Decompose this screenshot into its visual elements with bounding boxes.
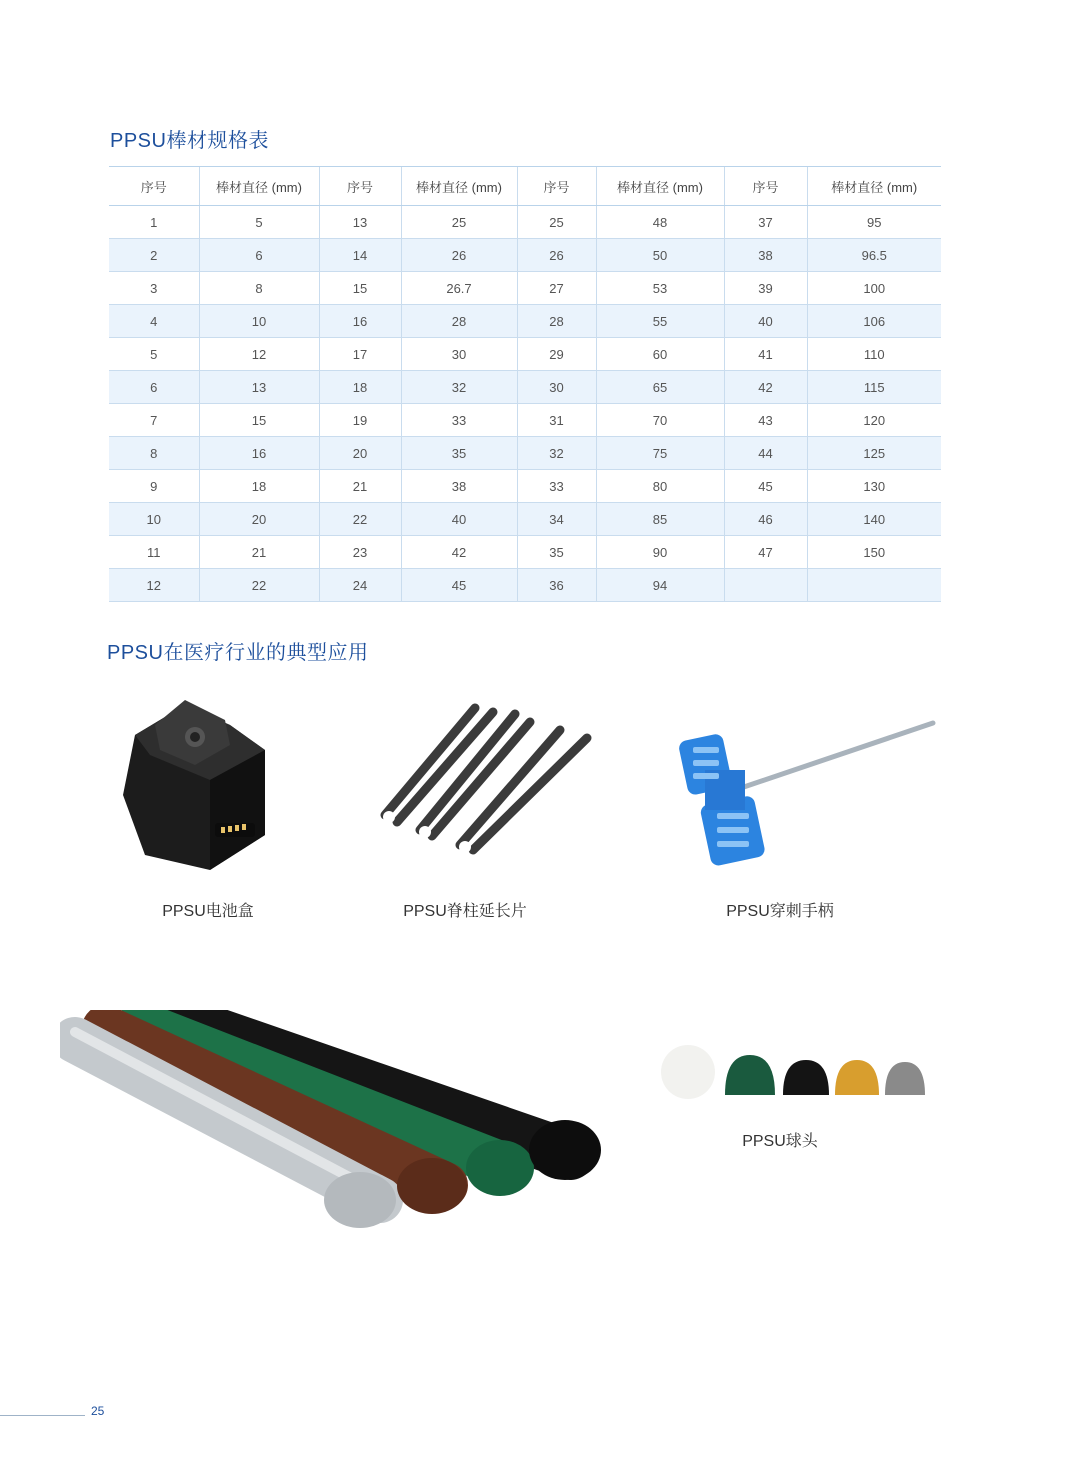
index-cell: 38 (724, 239, 807, 272)
ball-heads-image (655, 1040, 930, 1105)
page-number: 25 (91, 1404, 105, 1418)
index-cell: 17 (319, 338, 401, 371)
diameter-cell: 42 (401, 536, 517, 569)
table-row (109, 536, 941, 569)
diameter-cell: 26.7 (401, 272, 517, 305)
diameter-cell: 35 (401, 437, 517, 470)
diameter-cell: 5 (199, 206, 319, 239)
table-row (109, 404, 941, 437)
header-diameter-3: 棒材直径 (mm) (596, 167, 724, 206)
index-cell: 47 (724, 536, 807, 569)
diameter-cell: 130 (807, 470, 941, 503)
index-cell: 18 (319, 371, 401, 404)
index-cell: 5 (109, 338, 199, 371)
table-row (109, 371, 941, 404)
diameter-cell (807, 569, 941, 602)
index-cell: 42 (724, 371, 807, 404)
diameter-cell: 12 (199, 338, 319, 371)
index-cell: 27 (517, 272, 596, 305)
diameter-cell: 150 (807, 536, 941, 569)
diameter-cell: 65 (596, 371, 724, 404)
index-cell: 2 (109, 239, 199, 272)
index-cell: 34 (517, 503, 596, 536)
diameter-cell: 85 (596, 503, 724, 536)
index-cell: 7 (109, 404, 199, 437)
index-cell: 4 (109, 305, 199, 338)
diameter-cell: 25 (401, 206, 517, 239)
diameter-cell: 26 (401, 239, 517, 272)
index-cell: 22 (319, 503, 401, 536)
diameter-cell: 30 (401, 338, 517, 371)
diameter-cell: 16 (199, 437, 319, 470)
index-cell: 16 (319, 305, 401, 338)
index-cell: 13 (319, 206, 401, 239)
table-row (109, 206, 941, 239)
header-diameter-2: 棒材直径 (mm) (401, 167, 517, 206)
battery-box-caption: PPSU电池盒 (162, 903, 254, 920)
diameter-cell: 115 (807, 371, 941, 404)
table-header-row (109, 167, 941, 206)
index-cell: 30 (517, 371, 596, 404)
index-cell: 15 (319, 272, 401, 305)
diameter-cell: 96.5 (807, 239, 941, 272)
puncture-handle-caption: PPSU穿刺手柄 (726, 903, 834, 920)
diameter-cell: 8 (199, 272, 319, 305)
table-row (109, 437, 941, 470)
header-index-3: 序号 (517, 167, 596, 206)
index-cell: 24 (319, 569, 401, 602)
puncture-handle-image (675, 715, 940, 870)
header-index-2: 序号 (319, 167, 401, 206)
diameter-cell: 15 (199, 404, 319, 437)
index-cell: 26 (517, 239, 596, 272)
diameter-cell: 110 (807, 338, 941, 371)
table-row (109, 305, 941, 338)
index-cell: 6 (109, 371, 199, 404)
index-cell: 40 (724, 305, 807, 338)
index-cell: 11 (109, 536, 199, 569)
index-cell: 10 (109, 503, 199, 536)
index-cell: 3 (109, 272, 199, 305)
index-cell: 20 (319, 437, 401, 470)
spine-extension-caption: PPSU脊柱延长片 (403, 903, 527, 920)
footer-rule (0, 1415, 85, 1416)
diameter-cell: 94 (596, 569, 724, 602)
table-row (109, 338, 941, 371)
table-row (109, 569, 941, 602)
index-cell: 35 (517, 536, 596, 569)
diameter-cell: 100 (807, 272, 941, 305)
diameter-cell: 28 (401, 305, 517, 338)
index-cell: 8 (109, 437, 199, 470)
header-diameter-4: 棒材直径 (mm) (807, 167, 941, 206)
diameter-cell: 120 (807, 404, 941, 437)
table-body (109, 206, 941, 602)
diameter-cell: 45 (401, 569, 517, 602)
diameter-cell: 106 (807, 305, 941, 338)
spec-table (109, 166, 941, 602)
diameter-cell: 95 (807, 206, 941, 239)
index-cell: 36 (517, 569, 596, 602)
index-cell: 1 (109, 206, 199, 239)
diameter-cell: 10 (199, 305, 319, 338)
diameter-cell: 20 (199, 503, 319, 536)
diameter-cell: 38 (401, 470, 517, 503)
table-row (109, 470, 941, 503)
diameter-cell: 125 (807, 437, 941, 470)
diameter-cell: 55 (596, 305, 724, 338)
diameter-cell: 60 (596, 338, 724, 371)
battery-box-image (115, 695, 275, 875)
table-row (109, 272, 941, 305)
diameter-cell: 33 (401, 404, 517, 437)
header-index-1: 序号 (109, 167, 199, 206)
diameter-cell: 13 (199, 371, 319, 404)
index-cell: 33 (517, 470, 596, 503)
spec-table-title: PPSU棒材规格表 (110, 130, 269, 152)
diameter-cell: 18 (199, 470, 319, 503)
index-cell: 21 (319, 470, 401, 503)
diameter-cell: 53 (596, 272, 724, 305)
index-cell: 25 (517, 206, 596, 239)
table-row (109, 239, 941, 272)
ball-head-caption: PPSU球头 (742, 1133, 818, 1150)
applications-title: PPSU在医疗行业的典型应用 (107, 642, 369, 664)
index-cell: 14 (319, 239, 401, 272)
index-cell: 12 (109, 569, 199, 602)
diameter-cell: 80 (596, 470, 724, 503)
diameter-cell: 32 (401, 371, 517, 404)
index-cell: 43 (724, 404, 807, 437)
index-cell: 29 (517, 338, 596, 371)
index-cell: 28 (517, 305, 596, 338)
diameter-cell: 140 (807, 503, 941, 536)
index-cell: 32 (517, 437, 596, 470)
index-cell: 46 (724, 503, 807, 536)
diameter-cell: 21 (199, 536, 319, 569)
diameter-cell: 90 (596, 536, 724, 569)
index-cell: 44 (724, 437, 807, 470)
index-cell: 19 (319, 404, 401, 437)
table-row (109, 503, 941, 536)
index-cell: 41 (724, 338, 807, 371)
diameter-cell: 40 (401, 503, 517, 536)
header-diameter-1: 棒材直径 (mm) (199, 167, 319, 206)
header-index-4: 序号 (724, 167, 807, 206)
diameter-cell: 50 (596, 239, 724, 272)
diameter-cell: 70 (596, 404, 724, 437)
diameter-cell: 6 (199, 239, 319, 272)
diameter-cell: 22 (199, 569, 319, 602)
diameter-cell: 75 (596, 437, 724, 470)
index-cell: 9 (109, 470, 199, 503)
spine-extension-image (375, 700, 595, 860)
index-cell: 23 (319, 536, 401, 569)
colored-rods-image (60, 1010, 610, 1235)
index-cell (724, 569, 807, 602)
index-cell: 45 (724, 470, 807, 503)
index-cell: 31 (517, 404, 596, 437)
index-cell: 37 (724, 206, 807, 239)
diameter-cell: 48 (596, 206, 724, 239)
index-cell: 39 (724, 272, 807, 305)
